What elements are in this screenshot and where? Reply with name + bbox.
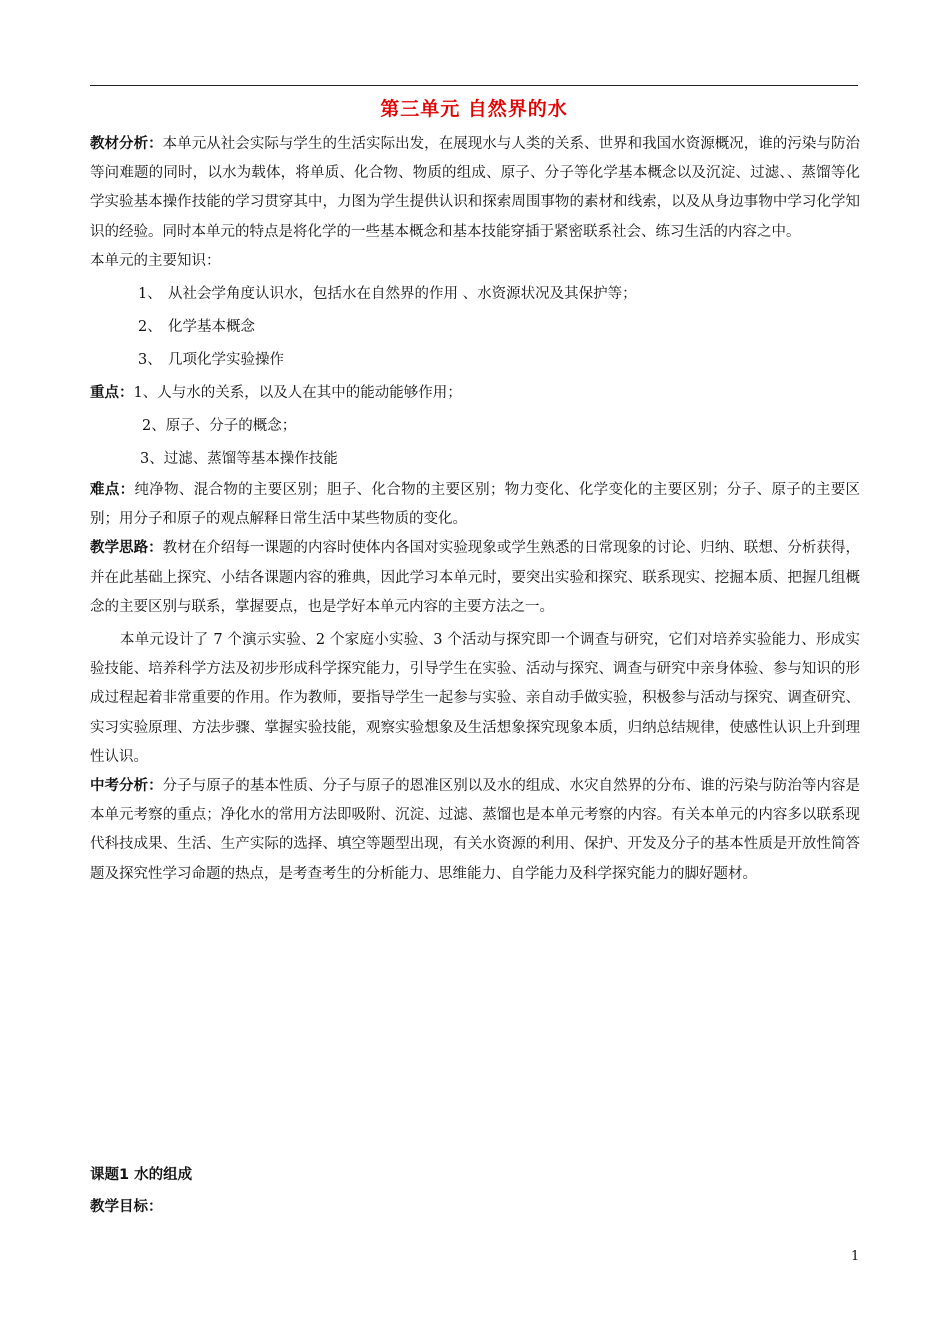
main-knowledge-heading: 本单元的主要知识：	[90, 252, 221, 269]
difficulties-text: 纯净物、混合物的主要区别；胆子、化合物的主要区别；物力变化、化学变化的主要区别；分子、原子的主要区别；用分子和原子的观点解释日常生活中某些物质的变化。	[90, 482, 861, 528]
header-rule	[90, 85, 858, 86]
lesson-title: 课题1 水的组成	[90, 1167, 193, 1183]
key-point-item: 2、原子、分子的概念；	[142, 418, 297, 435]
list-item-text: 几项化学实验操作	[168, 352, 284, 369]
page-number: 1	[851, 1249, 860, 1264]
exam-analysis-label: 中考分析：	[90, 778, 163, 795]
list-item-number: 3、	[138, 352, 162, 369]
teaching-idea-text: 教材在介绍每一课题的内容时使体内各国对实验现象或学生熟悉的日常现象的讨论、归纳、联想、分析获得，并在此基础上探究、小结各课题内容的雅典，因此学习本单元时，要突出实验和探究、联系现实、挖掘本质、把握几组概念的主要区别与联系，掌握要点，也是学好本单元内容的主要方法之一。	[90, 540, 861, 615]
list-item-text: 从社会学角度认识水，包括水在自然界的作用 、水资源状况及其保护等；	[168, 286, 637, 303]
teaching-idea-label: 教学思路：	[90, 540, 163, 557]
list-item	[90, 278, 860, 311]
key-point-item: 3、过滤、蒸馏等基本操作技能	[140, 451, 338, 468]
list-item-number: 1、	[138, 286, 162, 303]
difficulties-label: 难点：	[90, 482, 135, 499]
list-item	[90, 344, 860, 377]
exam-analysis-paragraph	[90, 772, 860, 889]
list-item-text: 化学基本概念	[168, 319, 255, 336]
unit-title: 第三单元 自然界的水	[380, 98, 568, 120]
list-item-number: 2、	[138, 319, 162, 336]
document-body	[90, 130, 860, 889]
analysis-label: 教材分析：	[90, 136, 163, 152]
key-point-item: 1、人与水的关系，以及人在其中的能动能够作用；	[133, 385, 462, 402]
difficulties-paragraph	[90, 476, 860, 534]
main-knowledge-list	[90, 278, 860, 377]
analysis-text: 本单元从社会实际与学生的生活实际出发，在展现水与人类的关系、世界和我国水资源概况，谁的污染与防治等问难题的同时，以水为载体，将单质、化合物、物质的组成、原子、分子等化学基本概念以及沉淀、过滤、、蒸馏等化学实验基本操作技能的学习贯穿其中，力图为学生提供认识和探索周围事物的素材和线索，以及从身边事物中学习化学知识的经验。同时本单元的特点是将化学的一些基本概念和基本技能穿插于紧密联系社会、练习生活的内容之中。	[90, 136, 861, 240]
teaching-idea-paragraph	[90, 534, 860, 622]
exam-analysis-text: 分子与原子的基本性质、分子与原子的恩准区别以及水的组成、水灾自然界的分布、谁的污染与防治等内容是本单元考察的重点；净化水的常用方法即吸附、沉淀、过滤、蒸馏也是本单元考察的内容。有关本单元的内容多以联系现代科技成果、生活、生产实际的选择、填空等题型出现，有关水资源的利用、保护、开发及分子的基本性质是开放性简答题及探究性学习命题的热点，是考查考生的分析能力、思维能力、自学能力及科学探究能力的脚好题材。	[90, 778, 861, 882]
teaching-idea-paragraph-2: 本单元设计了 7 个演示实验、2 个家庭小实验、3 个活动与探究即一个调查与研究，它们对培养实验能力、形成实验技能、培养科学方法及初步形成科学探究能力，引导学生在实验、活动与探究、调查与研究中亲身体验、参与知识的形成过程起着非常重要的作用。作为教师，要指导学生一起参与实验、亲自动手做实验，积极参与活动与探究、调查研究、实习实验原理、方法步骤、掌握实验技能，观察实验想象及生活想象探究现象本质，归纳总结规律，使感性认识上升到理性认识。	[90, 632, 860, 765]
teaching-objective-label: 教学目标：	[90, 1199, 163, 1215]
analysis-paragraph	[90, 130, 860, 247]
key-points-label: 重点：	[90, 385, 134, 402]
list-item	[90, 311, 860, 344]
key-points-line-1	[90, 377, 860, 410]
